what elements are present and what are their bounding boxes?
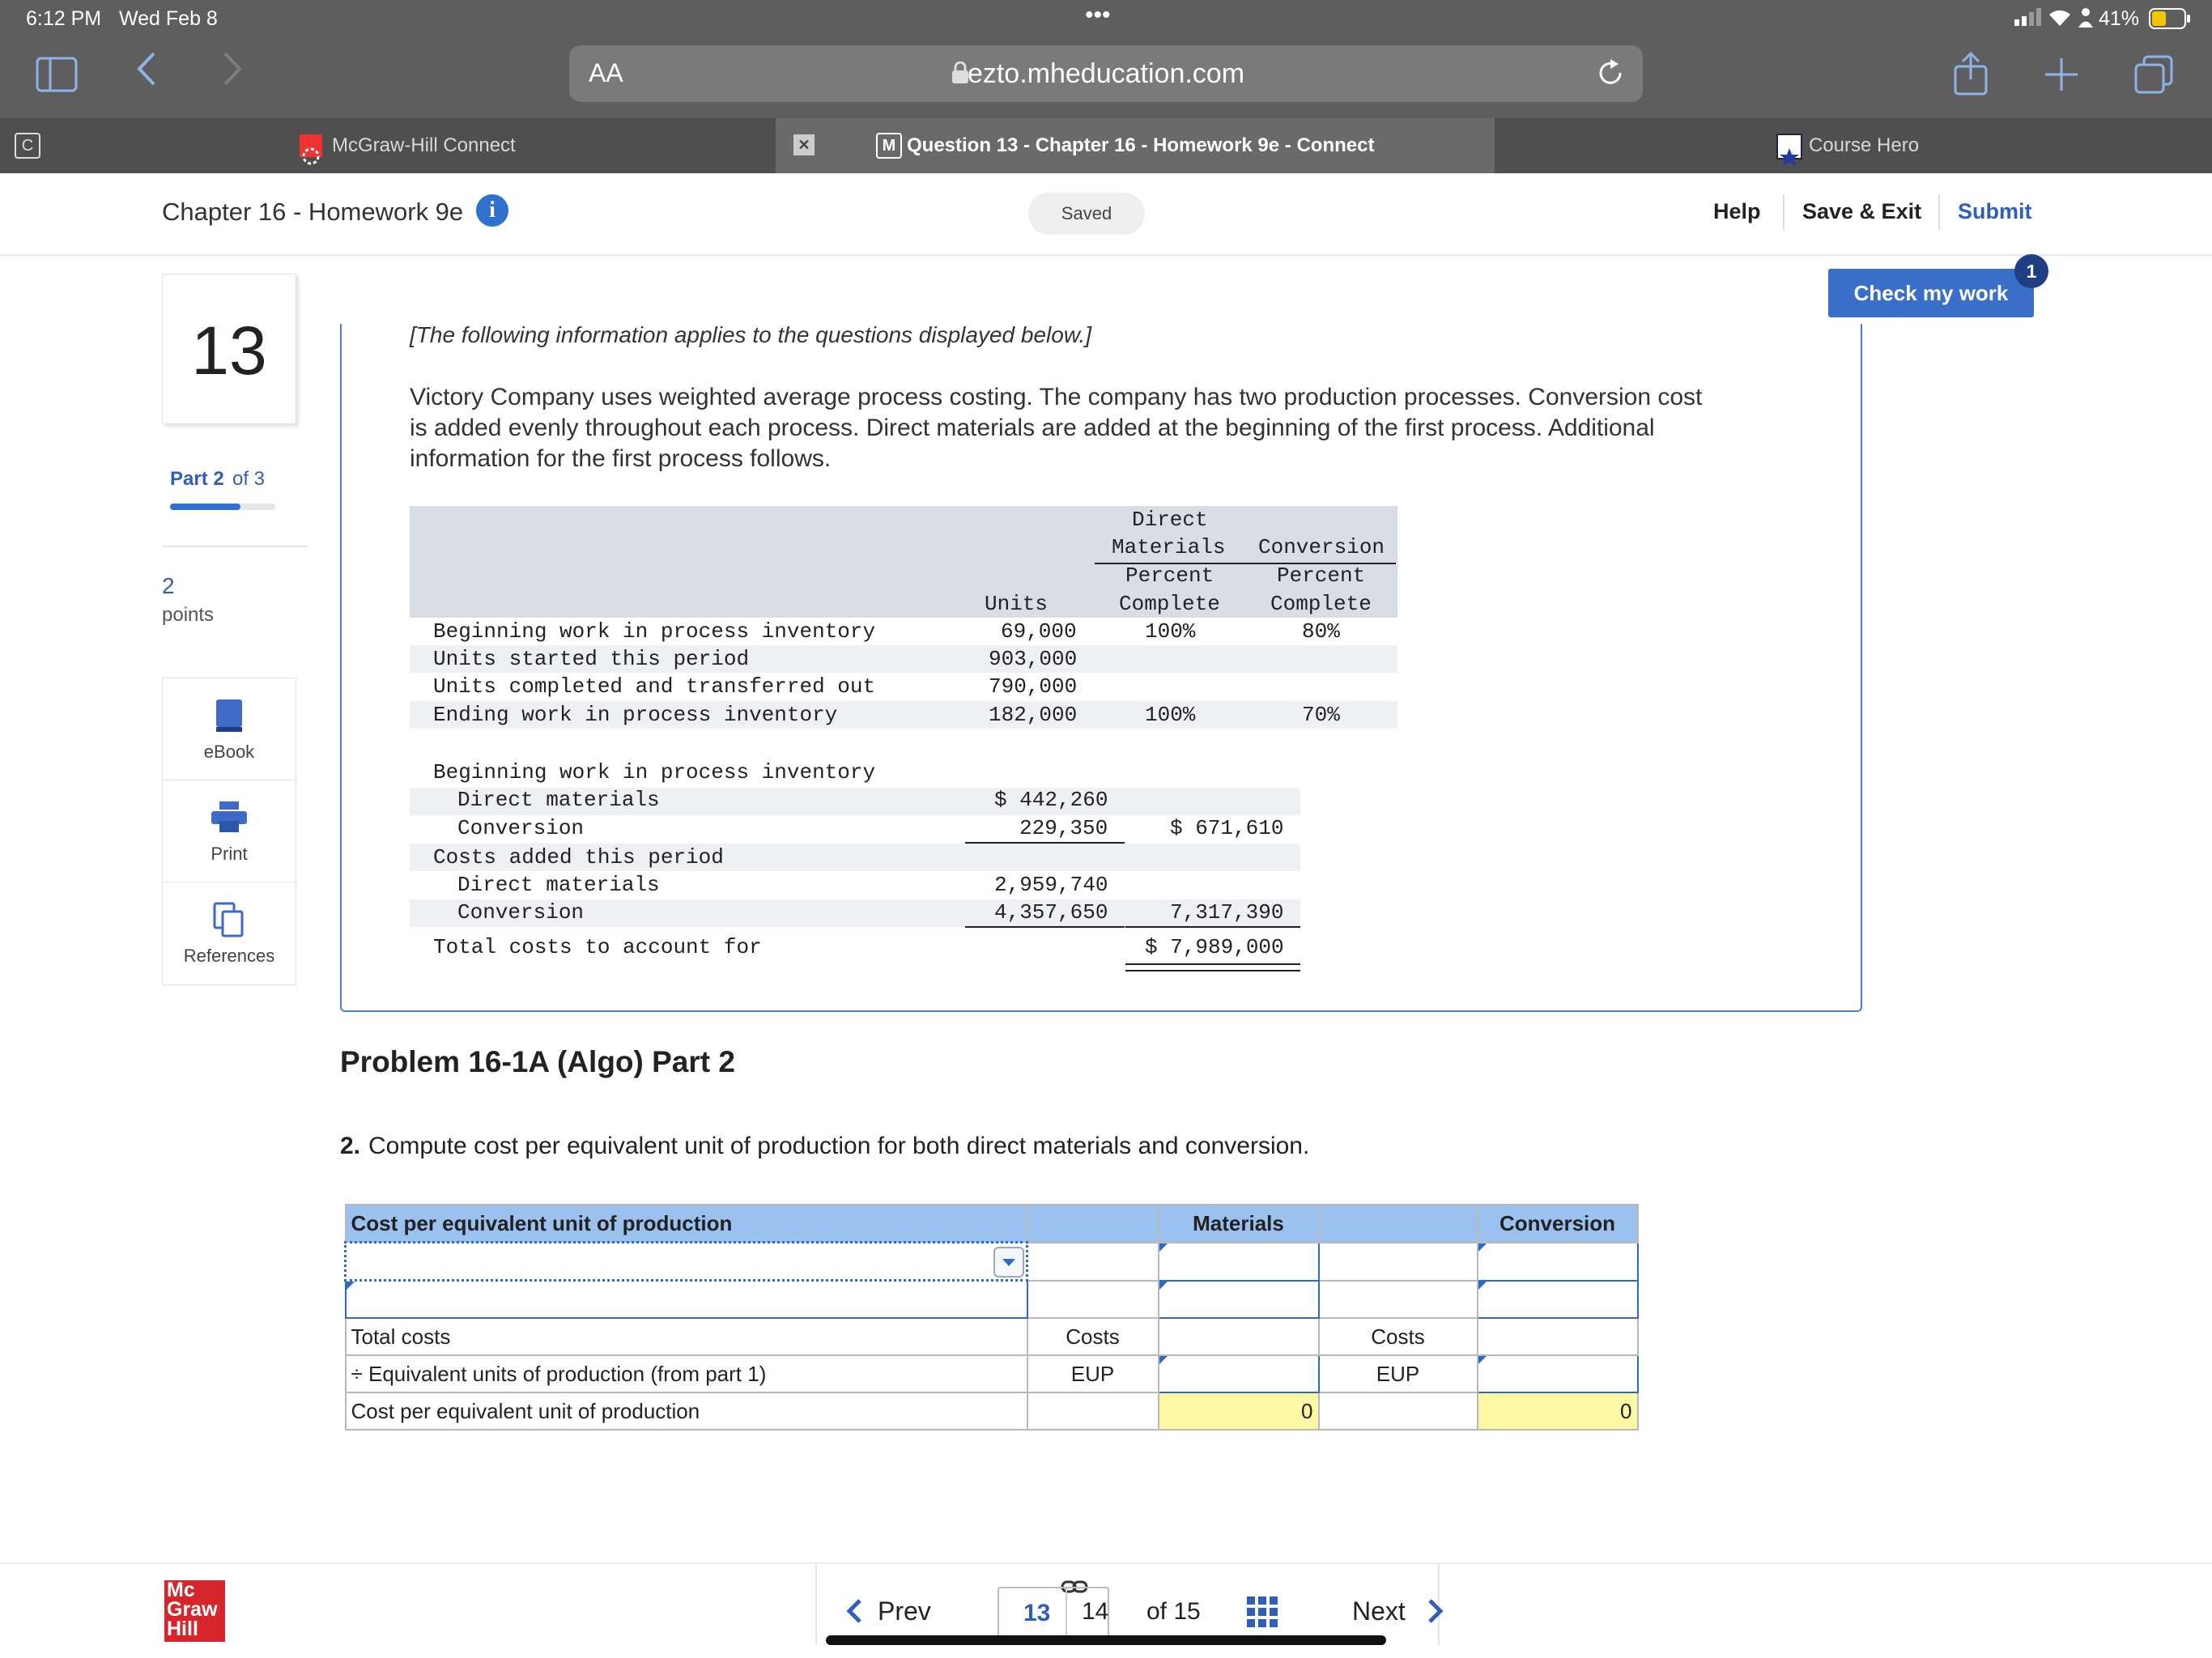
cost-conv-label: Conversion xyxy=(457,900,585,925)
page-next-number[interactable]: 14 xyxy=(1082,1598,1109,1625)
row-label-input[interactable] xyxy=(346,1281,1027,1319)
blank-cell xyxy=(1027,1243,1159,1281)
units-row-units: 69,000 xyxy=(1001,619,1077,644)
double-rule xyxy=(1125,963,1300,971)
tab-question-13[interactable] xyxy=(776,118,1495,173)
eup-label: EUP xyxy=(1027,1355,1159,1392)
header-blank xyxy=(1319,1205,1478,1243)
tab-overview-icon[interactable] xyxy=(2134,55,2173,98)
share-icon[interactable] xyxy=(1953,52,1989,101)
blank-cell xyxy=(1319,1392,1478,1430)
multitask-dots[interactable]: ••• xyxy=(1085,2,1111,28)
blank-cell xyxy=(1027,1281,1159,1319)
status-date: Wed Feb 8 xyxy=(119,7,218,30)
signal-icon xyxy=(2014,8,2044,30)
book-icon xyxy=(213,698,245,738)
costs-label: Costs xyxy=(1027,1318,1159,1355)
chevron-right-icon[interactable] xyxy=(1427,1598,1444,1628)
answer-table xyxy=(344,1204,1639,1431)
row-label: Cost per equivalent unit of production xyxy=(346,1392,1027,1430)
conversion-input[interactable] xyxy=(1478,1281,1638,1319)
copy-icon xyxy=(213,902,245,942)
cost-beg-dm: $ 442,260 xyxy=(994,788,1108,812)
col-head-percent-conv: Percent xyxy=(1277,563,1366,588)
tab-bar xyxy=(0,118,2212,173)
sum-rule xyxy=(1125,926,1300,928)
mcgraw-hill-logo xyxy=(164,1580,225,1642)
forward-icon[interactable] xyxy=(220,50,245,96)
next-button[interactable]: Next xyxy=(1352,1596,1406,1626)
header-blank xyxy=(1027,1205,1159,1243)
question-number-card xyxy=(162,274,296,424)
battery-icon xyxy=(2149,8,2191,33)
assignment-title: Chapter 16 - Homework 9e xyxy=(162,198,464,226)
units-row-conv: 70% xyxy=(1302,703,1340,727)
status-time: 6:12 PM xyxy=(26,7,102,30)
conversion-eup-input[interactable] xyxy=(1478,1355,1638,1392)
cost-add-total: 7,317,390 xyxy=(1170,900,1284,925)
cost-beg-label: Beginning work in process inventory xyxy=(433,760,876,784)
header-materials: Materials xyxy=(1159,1205,1319,1243)
units-row-label: Units started this period xyxy=(433,647,750,671)
part-of-total: of 3 xyxy=(232,468,266,490)
battery-percent: 41% xyxy=(2099,7,2140,30)
divider xyxy=(162,546,308,547)
part-indicator: Part 2 xyxy=(170,468,224,490)
part-progress-fill xyxy=(170,504,240,510)
info-paragraph-line2: is added evenly throughout each process. Direct materials are added at the beginning of the first process. Additional xyxy=(410,414,1655,441)
materials-input[interactable] xyxy=(1159,1281,1319,1319)
cost-added-label: Costs added this period xyxy=(433,845,724,869)
row-label: ÷ Equivalent units of production (from part 1) xyxy=(346,1355,1027,1392)
col-head-units: Units xyxy=(985,592,1049,616)
conversion-cost-per-unit: 0 xyxy=(1478,1392,1638,1430)
col-head-percent-dm: Percent xyxy=(1125,563,1214,588)
col-head-conversion: Conversion xyxy=(1258,535,1385,559)
units-row-label: Units completed and transferred out xyxy=(433,674,876,699)
dropdown-arrow-icon[interactable] xyxy=(993,1247,1024,1278)
printer-icon xyxy=(211,801,247,838)
footer-divider xyxy=(0,1562,2212,1564)
cost-conv-label: Conversion xyxy=(457,816,585,840)
prev-button[interactable]: Prev xyxy=(878,1596,931,1626)
sum-rule xyxy=(965,842,1125,844)
tool-label: Print xyxy=(211,844,248,864)
question-number-label: 2. xyxy=(340,1133,361,1159)
info-paragraph-line3: information for the first process follows. xyxy=(410,445,832,472)
logo-line: Graw xyxy=(167,1598,218,1621)
address-bar[interactable] xyxy=(569,45,1643,102)
col-head-complete-conv: Complete xyxy=(1270,592,1372,616)
units-row-label: Ending work in process inventory xyxy=(433,703,838,727)
new-tab-icon[interactable] xyxy=(2044,57,2079,96)
blank-cell xyxy=(1319,1281,1478,1319)
col-head-direct: Direct xyxy=(1132,508,1208,532)
materials-input[interactable] xyxy=(1159,1243,1319,1281)
cost-add-dm: 2,959,740 xyxy=(994,873,1108,897)
tab-label: McGraw-Hill Connect xyxy=(332,134,516,156)
sidebar-toggle-icon[interactable] xyxy=(36,57,78,96)
app-header xyxy=(0,173,2212,256)
info-intro: [The following information applies to the questions displayed below.] xyxy=(410,322,1092,347)
row-label-dropdown[interactable] xyxy=(346,1243,1027,1281)
row-label: Total costs xyxy=(346,1318,1027,1355)
table-row xyxy=(346,1243,1638,1281)
divider xyxy=(1938,194,1940,230)
print-button[interactable] xyxy=(162,780,296,883)
saved-status: Saved xyxy=(1028,193,1145,235)
question-text: Compute cost per equivalent unit of production for both direct materials and conversion. xyxy=(368,1133,1310,1159)
back-icon[interactable] xyxy=(134,50,159,96)
cost-total-label: Total costs to account for xyxy=(433,935,762,959)
save-exit-link[interactable]: Save & Exit xyxy=(1802,199,1922,223)
costs-label: Costs xyxy=(1319,1318,1478,1355)
logo-line: Hill xyxy=(167,1618,198,1640)
points-label: points xyxy=(162,604,215,626)
units-table-header-bg xyxy=(410,506,1397,618)
units-row-dm: 100% xyxy=(1145,619,1196,644)
materials-eup-input[interactable] xyxy=(1159,1355,1319,1392)
conversion-total-costs xyxy=(1478,1318,1638,1355)
course-hero-icon xyxy=(1776,134,1802,159)
units-row-label: Beginning work in process inventory xyxy=(433,619,876,644)
connect-logo-icon xyxy=(300,134,322,157)
page-total: of 15 xyxy=(1146,1598,1201,1625)
tool-label: eBook xyxy=(203,742,255,762)
chevron-left-icon[interactable] xyxy=(845,1598,863,1628)
url-text[interactable]: ezto.mheducation.com xyxy=(967,58,1245,89)
help-link[interactable]: Help xyxy=(1713,199,1761,223)
question-number: 13 xyxy=(191,312,267,389)
tab-mcgraw-hill-connect[interactable] xyxy=(57,118,776,173)
cost-beg-total: $ 671,610 xyxy=(1170,816,1284,840)
materials-total-costs xyxy=(1159,1318,1319,1355)
table-row xyxy=(346,1355,1638,1392)
header-conversion: Conversion xyxy=(1478,1205,1638,1243)
cost-total: $ 7,989,000 xyxy=(1145,935,1284,959)
person-icon xyxy=(2078,6,2094,32)
c-badge[interactable]: C xyxy=(15,133,40,159)
m-badge: M xyxy=(876,133,902,159)
blank-cell xyxy=(1027,1392,1159,1430)
ebook-button[interactable] xyxy=(162,678,296,781)
close-tab-icon[interactable]: ✕ xyxy=(793,134,815,155)
divider xyxy=(1066,1588,1067,1637)
page-current[interactable]: 13 xyxy=(1023,1600,1051,1626)
grid-icon[interactable] xyxy=(1247,1596,1278,1631)
home-indicator[interactable] xyxy=(826,1635,1386,1645)
cost-add-conv: 4,357,650 xyxy=(994,900,1108,925)
units-row-dm: 100% xyxy=(1145,703,1196,727)
divider xyxy=(1783,194,1784,230)
conversion-input[interactable] xyxy=(1478,1243,1638,1281)
part-progress-bar xyxy=(170,504,275,510)
sum-rule xyxy=(965,926,1125,928)
units-row-conv: 80% xyxy=(1302,619,1340,644)
tool-label: References xyxy=(183,946,275,966)
units-row-units: 790,000 xyxy=(989,674,1078,699)
table-row xyxy=(346,1392,1638,1430)
wifi-icon xyxy=(2047,6,2073,32)
col-head-complete-dm: Complete xyxy=(1119,592,1220,616)
materials-cost-per-unit: 0 xyxy=(1159,1392,1319,1430)
info-paragraph-line1: Victory Company uses weighted average process costing. The company has two production processes. Conversion cost xyxy=(410,384,1703,410)
logo-line: Mc xyxy=(167,1579,195,1601)
divider xyxy=(815,1564,817,1645)
problem-title: Problem 16-1A (Algo) Part 2 xyxy=(340,1045,735,1078)
header-label: Cost per equivalent unit of production xyxy=(346,1205,1027,1243)
table-header-row xyxy=(346,1205,1638,1243)
tab-course-hero[interactable] xyxy=(1495,118,2212,173)
check-count-badge: 1 xyxy=(2014,254,2048,288)
cost-beg-conv: 229,350 xyxy=(1019,816,1108,840)
reload-icon[interactable] xyxy=(1594,57,1627,93)
units-row-units: 903,000 xyxy=(989,647,1078,671)
tab-label: Question 13 - Chapter 16 - Homework 9e - Connect xyxy=(907,134,1375,156)
eup-label: EUP xyxy=(1319,1355,1478,1392)
references-button[interactable] xyxy=(162,882,296,985)
cost-dm-label: Direct materials xyxy=(457,788,660,812)
table-row xyxy=(346,1318,1638,1355)
points-value: 2 xyxy=(162,573,175,598)
text-size-button[interactable]: AA xyxy=(589,58,623,87)
cost-dm-label: Direct materials xyxy=(457,873,660,897)
info-icon[interactable]: i xyxy=(476,194,508,227)
tab-label: Course Hero xyxy=(1809,134,1920,156)
units-row-units: 182,000 xyxy=(989,703,1078,727)
submit-link[interactable]: Submit xyxy=(1958,199,2032,223)
table-row xyxy=(346,1281,1638,1319)
check-my-work-button[interactable]: Check my work xyxy=(1828,269,2034,317)
blank-cell xyxy=(1319,1243,1478,1281)
col-head-materials: Materials xyxy=(1112,535,1226,559)
